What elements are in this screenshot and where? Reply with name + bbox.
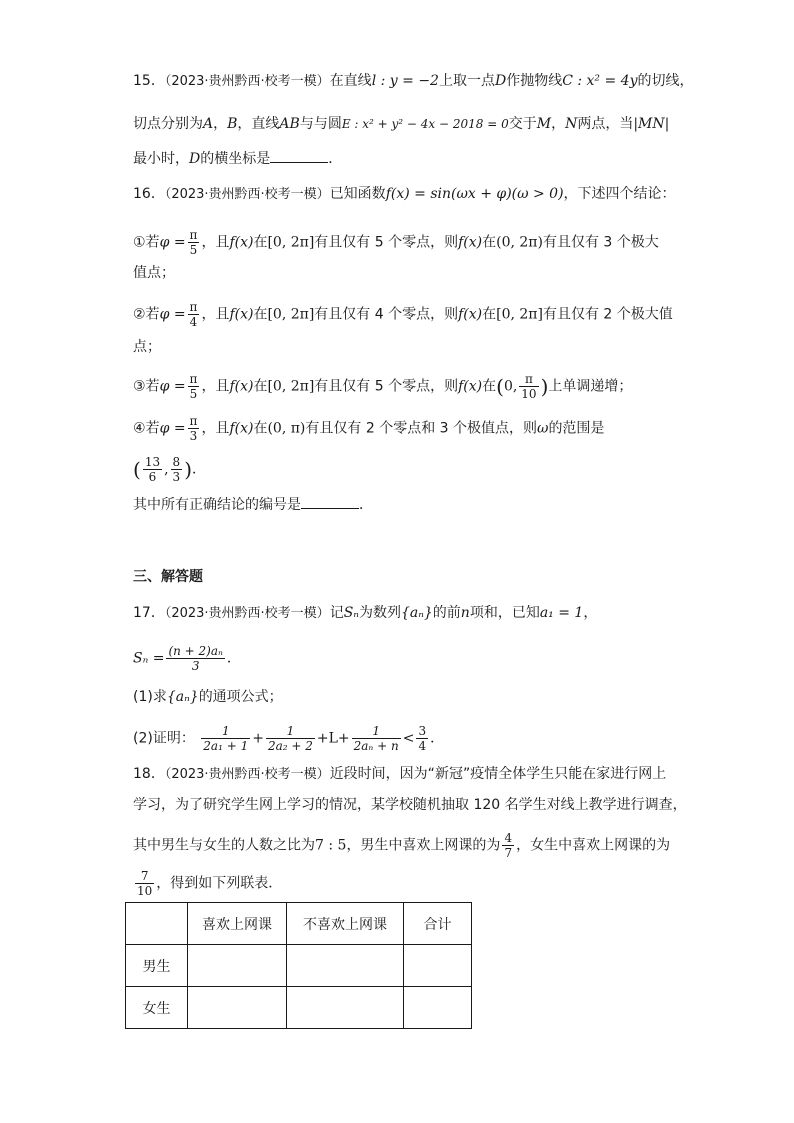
section-title: 三、解答题	[133, 569, 203, 585]
fraction: $\frac{\pi}{5}$	[189, 228, 198, 257]
circle-equation: E : x² + y² − 4x − 2018 = 0	[341, 117, 509, 131]
q17-part-1: (1)求{aₙ}的通项公式；	[133, 689, 283, 705]
q16-conclusion-4-range: ( $\frac{13}{6}$ , $\frac{8}{3}$ )．	[133, 455, 206, 484]
row-label: 女生	[126, 987, 188, 1029]
q17-formula: Sₙ = $\frac{\text{(n + 2)aₙ}}{3}$ ．	[133, 644, 241, 673]
q16-conclusion-3: ③若φ = $\frac{\pi}{5}$ ，且f(x)在[0, 2π]有且仅有 5 个零点，则f(x)在(0, $\frac{\pi}{10}$ )上单调递增；	[133, 372, 633, 401]
q18-source: （2023·贵州黔西·校考一模）	[164, 767, 330, 782]
table-header-cell: 不喜欢上网课	[287, 903, 404, 945]
q16-conclusion-4: ④若φ = $\frac{\pi}{3}$ ，且f(x)在(0, π)有且仅有 2 个零点和 3 个极值点，则ω的范围是	[133, 414, 605, 443]
fraction: $\frac{7}{10}$	[137, 869, 153, 898]
line-equation: l : y = −2	[371, 73, 439, 89]
q18-line-1: 18．（2023·贵州黔西·校考一模）近段时间，因为“新冠”疫情全体学生只能在家进行网上	[133, 766, 667, 782]
q18-line-4: $\frac{7}{10}$ ，得到如下列联表．	[137, 869, 283, 898]
answer-blank	[270, 150, 328, 163]
fraction: $\frac{\pi}{3}$	[189, 414, 198, 443]
table-cell	[188, 945, 287, 987]
q18-line-2: 学习，为了研究学生网上学习的情况，某学校随机抽取 120 名学生对线上教学进行调查，	[133, 797, 687, 813]
table-cell	[287, 987, 404, 1029]
fraction: $\frac{1}{\text{2a₂ + 2}}$	[267, 724, 313, 753]
q16-conclusion-2-cont: 点；	[133, 339, 161, 355]
table-cell	[188, 987, 287, 1029]
q18-line-3: 其中男生与女生的人数之比为7 : 5，男生中喜欢上网课的为 $\frac{4}{7}$ ，女生中喜欢上网课的为	[133, 831, 671, 860]
fraction: $\frac{1}{\text{2a₁ + 1}}$	[203, 724, 249, 753]
q16-source: （2023·贵州黔西·校考一模）	[164, 187, 330, 202]
q16-tail: 其中所有正确结论的编号是 ．	[133, 497, 373, 513]
q16-conclusion-1: ①若φ = $\frac{\pi}{5}$ ，且f(x)在[0, 2π]有且仅有 5 个零点，则f(x)在(0, 2π)有且仅有 3 个极大	[133, 228, 659, 257]
fraction: $\frac{\pi}{10}$	[521, 372, 537, 401]
q17-line-1: 17．（2023·贵州黔西·校考一模）记Sₙ为数列{aₙ}的前n项和，已知a₁ = 1，	[133, 605, 598, 621]
row-label: 男生	[126, 945, 188, 987]
parabola-equation: C : x² = 4y	[562, 73, 638, 89]
fraction: $\frac{1}{\text{2aₙ + n}}$	[353, 724, 399, 753]
fraction: $\frac{\pi}{4}$	[189, 300, 198, 329]
answer-blank	[301, 496, 359, 509]
table-header-cell: 合计	[404, 903, 472, 945]
q15-line-1: 15．（2023·贵州黔西·校考一模）在直线l : y = −2上取一点D作抛物线C : x² = 4y的切线，	[133, 73, 694, 89]
fraction: $\frac{8}{3}$	[172, 455, 181, 484]
q16-conclusion-1-cont: 值点；	[133, 265, 175, 281]
fraction: $\frac{\text{(n + 2)aₙ}}{3}$	[168, 644, 223, 673]
table-row	[126, 987, 472, 1029]
q15-source: （2023·贵州黔西·校考一模）	[164, 74, 330, 89]
contingency-table	[125, 902, 472, 1029]
fraction: $\frac{3}{4}$	[418, 724, 427, 753]
table-header-cell: 喜欢上网课	[188, 903, 287, 945]
function-def: f(x) = sin(ωx + φ)(ω > 0)	[385, 186, 564, 202]
table-cell	[404, 945, 472, 987]
q17-part-2: (2)证明： $\frac{1}{\text{2a₁ + 1}}$ + $\frac{1}{\text{2a₂ + 2}}$ +L+ $\frac{1}{\text{2aₙ + n}}$ < $\frac{3}{4}$ ．	[133, 724, 445, 753]
fraction: $\frac{4}{7}$	[504, 831, 513, 860]
q16-line-1: 16．（2023·贵州黔西·校考一模）已知函数f(x) = sin(ωx + φ)(ω > 0)，下述四个结论：	[133, 186, 676, 202]
fraction: $\frac{\pi}{5}$	[189, 372, 198, 401]
table-header-row	[126, 903, 472, 945]
q15-line-3: 最小时，D的横坐标是 ．	[133, 151, 343, 167]
table-cell	[404, 987, 472, 1029]
q15-line-2: 切点分别为A，B，直线AB与与圆E : x² + y² − 4x − 2018 = 0交于M，N两点，当|MN|	[133, 116, 670, 132]
q16-conclusion-2: ②若φ = $\frac{\pi}{4}$ ，且f(x)在[0, 2π]有且仅有 4 个零点，则f(x)在[0, 2π]有且仅有 2 个极大值	[133, 300, 673, 329]
fraction: $\frac{13}{6}$	[144, 455, 161, 484]
table-row	[126, 945, 472, 987]
table-header-cell	[126, 903, 188, 945]
table-cell	[287, 945, 404, 987]
q17-source: （2023·贵州黔西·校考一模）	[164, 606, 330, 621]
